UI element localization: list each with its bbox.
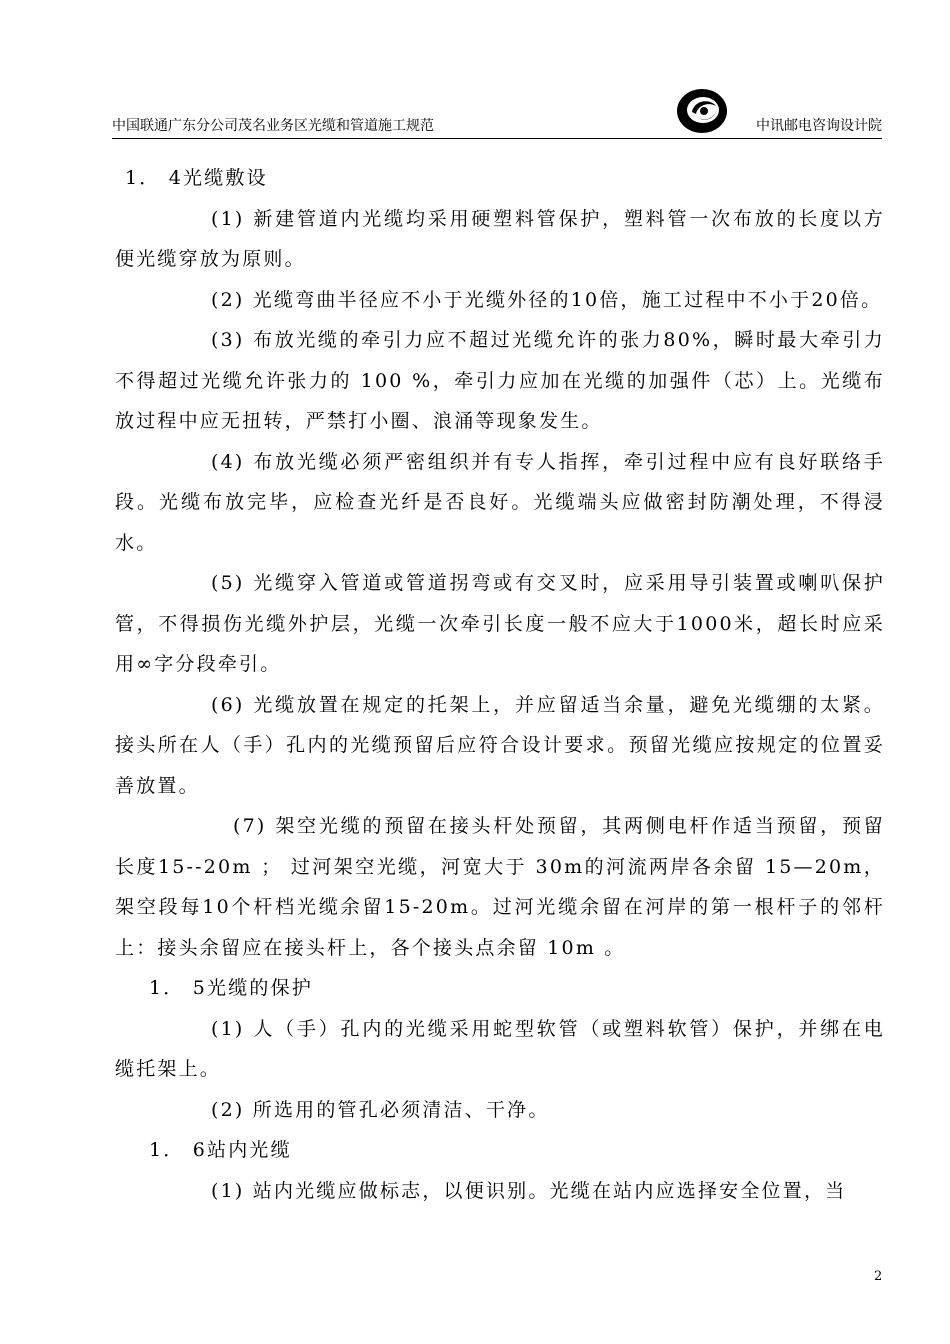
- paragraph-3: (3) 布放光缆的牵引力应不超过光缆允许的张力80%，瞬时最大牵引力不得超过光缆允许张力的 100 %，牵引力应加在光缆的加强件（芯）上。光缆布放过程中应无扭转，严禁打小圈、浪涌等现象发生。: [115, 329, 885, 432]
- paragraph-6: (6) 光缆放置在规定的托架上，并应留适当余量，避免光缆绷的太紧。接头所在人（手）孔内的光缆预留后应符合设计要求。预留光缆应按规定的位置妥善放置。: [115, 693, 885, 797]
- paragraph-4: (4) 布放光缆必须严密组织并有专人指挥，牵引过程中应有良好联络手段。光缆布放完毕，应检查光纤是否良好。光缆端头应做密封防潮处理，不得浸水。: [115, 450, 885, 554]
- page-header: [112, 86, 882, 139]
- paragraph-2: (2) 光缆弯曲半径应不小于光缆外径的10倍，施工过程中不小于20倍。: [211, 288, 883, 311]
- paragraph-1: (1) 新建管道内光缆均采用硬塑料管保护，塑料管一次布放的长度以方便光缆穿放为原则。: [115, 207, 885, 270]
- page-number: 2: [874, 1269, 883, 1284]
- paragraph-8: (1) 人（手）孔内的光缆采用蛇型软管（或塑料软管）保护，并绑在电缆托架上。: [115, 1017, 885, 1080]
- paragraph-5: (5) 光缆穿入管道或管道拐弯或有交叉时，应采用导引装置或喇叭保护管，不得损伤光缆外护层，光缆一次牵引长度一般不应大于1000米，超长时应采用∞字分段牵引。: [115, 572, 885, 675]
- paragraph-7: (7) 架空光缆的预留在接头杆处预留，其两侧电杆作适当预留，预留长度15--20m ； 过河架空光缆，河宽大于 30m的河流两岸各余留 15—20m，架空段每10个杆档光缆余留15-20m。过河光缆余留在河岸的第一根杆子的邻杆上：接头余留应在接头杆上，各个接头点余留 10m 。: [115, 815, 885, 959]
- document-body: [115, 158, 885, 1211]
- section-heading-1-5: 1． 5光缆的保护: [149, 977, 314, 999]
- header-organization: 中讯邮电咨询设计院: [756, 118, 882, 134]
- company-logo-icon: [674, 86, 730, 136]
- section-heading-1-4: 1． 4光缆敷设: [125, 167, 268, 189]
- paragraph-10: (1) 站内光缆应做标志，以便识别。光缆在站内应选择安全位置，当: [211, 1179, 847, 1202]
- paragraph-9: (2) 所选用的管孔必须清洁、干净。: [211, 1098, 550, 1121]
- header-document-title: 中国联通广东分公司茂名业务区光缆和管道施工规范: [112, 118, 434, 134]
- section-heading-1-6: 1． 6站内光缆: [149, 1139, 292, 1161]
